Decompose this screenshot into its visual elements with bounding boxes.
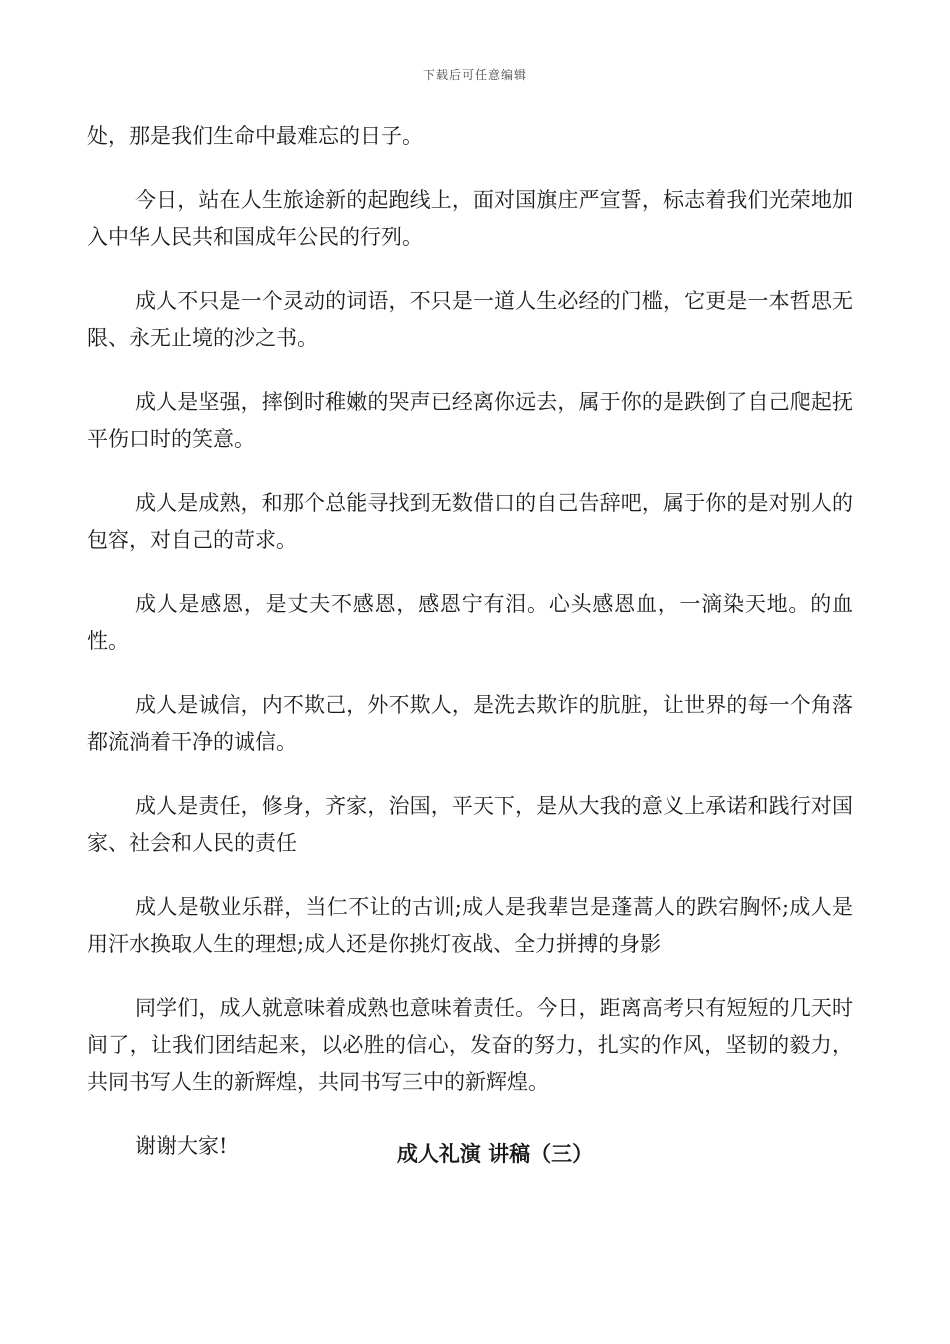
paragraph: 成人是诚信，内不欺己，外不欺人，是洗去欺诈的肮脏，让世界的每一个角落都流淌着干净的诚信。 <box>87 693 853 754</box>
header-note: 下载后可任意编辑 <box>422 68 527 82</box>
paragraph: 成人是成熟，和那个总能寻找到无数借口的自己告辞吧，属于你的是对别人的包容，对自己的苛求。 <box>87 491 853 552</box>
paragraph-continuation: 处，那是我们生命中最难忘的日子。 <box>87 124 423 148</box>
document-body <box>87 118 853 1192</box>
paragraph: 成人是敬业乐群，当仁不让的古训;成人是我辈岂是蓬蒿人的跌宕胸怀;成人是用汗水换取人生的理想;成人还是你挑灯夜战、全力拼搏的身影 <box>87 895 853 956</box>
paragraph: 成人不只是一个灵动的词语，不只是一道人生必经的门槛，它更是一本哲思无限、永无止境的沙之书。 <box>87 289 853 350</box>
paragraph: 同学们，成人就意味着成熟也意味着责任。今日，距离高考只有短短的几天时间了，让我们团结起来，以必胜的信心，发奋的努力，扎实的作风，坚韧的毅力，共同书写人生的新辉煌，共同书写三中的新辉煌。 <box>87 996 853 1094</box>
closing-thanks: 谢谢大家! <box>135 1134 228 1158</box>
section-title: 成人礼演 讲稿（三） <box>396 1141 594 1166</box>
paragraph: 今日，站在人生旅途新的起跑线上，面对国旗庄严宣誓，标志着我们光荣地加入中华人民共和国成年公民的行列。 <box>87 188 853 249</box>
paragraph: 成人是责任，修身，齐家，治国，平天下，是从大我的意义上承诺和践行对国家、社会和人民的责任 <box>87 794 853 855</box>
paragraph: 成人是感恩，是丈夫不感恩，感恩宁有泪。心头感恩血，一滴染天地。的血性。 <box>87 592 853 653</box>
paragraph: 成人是坚强，摔倒时稚嫩的哭声已经离你远去，属于你的是跌倒了自己爬起抚平伤口时的笑意。 <box>87 390 853 451</box>
